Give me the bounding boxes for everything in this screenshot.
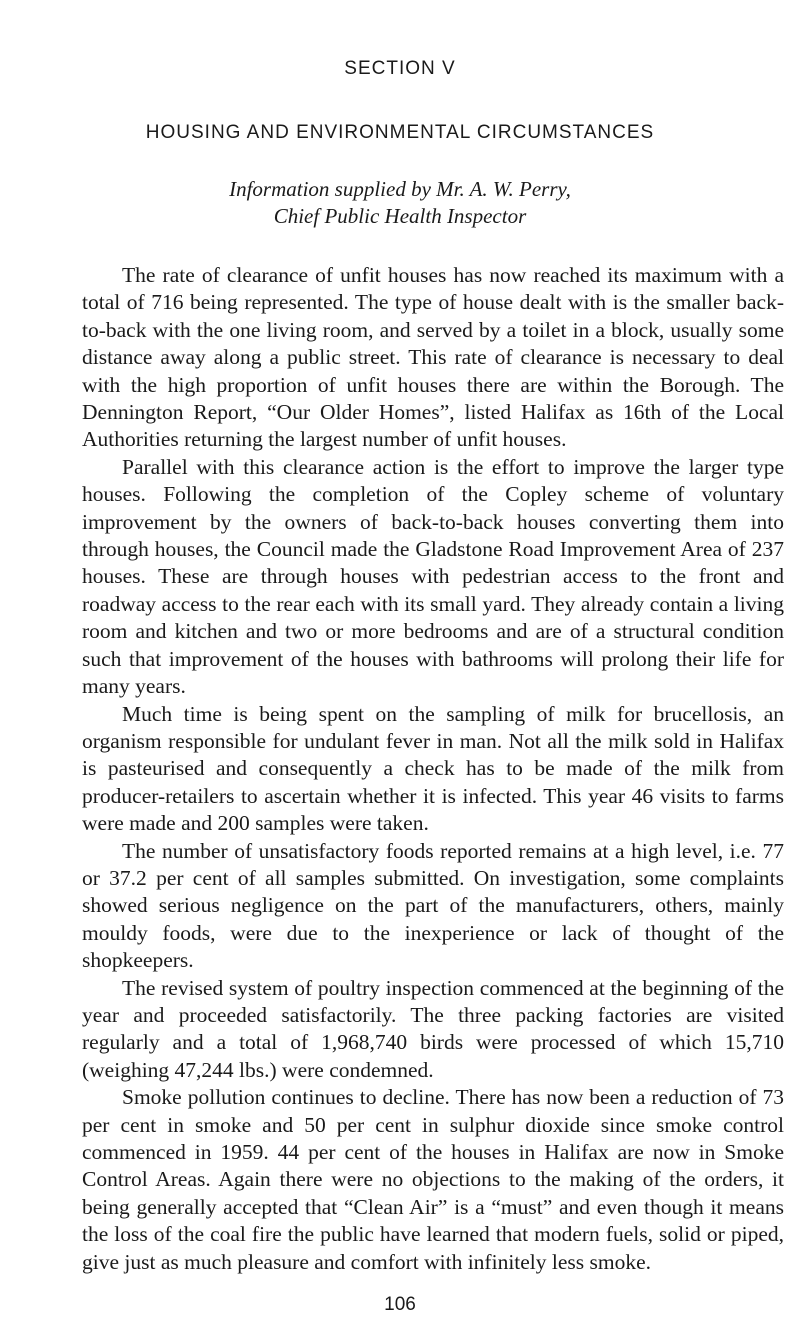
paragraph-smoke-pollution: Smoke pollution continues to decline. There has now been a reduction of 73 per cent in smoke and 50 per cent in sulphur dioxide since smoke control commenced in 1959. 44 per cent of the houses in Halifax are now in Smoke Control Areas. Again there were no objections to the making of the orders, it being generally accepted that “Clean Air” is a “must” and even though it means the loss of the coal fire the public have learned that modern fuels, solid or piped, give just as much pleasure and comfort with infinitely less smoke. [82,1085,784,1274]
paragraph-improvement: Parallel with this clearance action is the effort to improve the larger type houses. Following the completion of the Copley scheme of voluntary improvement by the owners of back-to-back houses converting them into through houses, the Council made the Gladstone Road Improvement Area of 237 houses. These are through houses with pedestrian access to the front and roadway access to the rear each with its small yard. They already contain a living room and kitchen and two or more bedrooms and are of a structural condition such that improvement of the houses with bathrooms will prolong their life for many years. [82,454,784,699]
byline-role: Chief Public Health Inspector [273,204,527,228]
byline [0,176,800,230]
section-label: SECTION V [344,58,456,79]
paragraph-milk-sampling: Much time is being spent on the sampling of milk for brucellosis, an organism responsible for undulant fever in man. Not all the milk sold in Halifax is pasteurised and consequently a check has to be made of the milk from producer-retailers to ascertain whether it is infected. This year 46 visits to farms were made and 200 samples were taken. [82,701,784,836]
byline-source: Information supplied by Mr. A. W. Perry, [229,177,571,201]
page-title: HOUSING AND ENVIRONMENTAL CIRCUMSTANCES [145,122,655,143]
page-number: 106 [384,1294,416,1315]
body-text [82,262,784,1276]
paragraph-poultry-inspection: The revised system of poultry inspection commenced at the beginning of the year and proceeded satisfactorily. The three packing factories are visited regularly and a total of 1,968,740 birds were processed of which 15,710 (weighing 47,244 lbs.) were condemned. [82,975,784,1082]
paragraph-unsatisfactory-foods: The number of unsatisfactory foods reported remains at a high level, i.e. 77 or 37.2 per cent of all samples submitted. On investigation, some complaints showed serious negligence on the part of the manufacturers, others, mainly mouldy foods, were due to the inexperience or lack of thought of the shopkeepers. [82,838,784,973]
paragraph-clearance: The rate of clearance of unfit houses has now reached its maximum with a total of 716 being represented. The type of house dealt with is the smaller back-to-back with the one living room, and served by a toilet in a block, usually some distance away along a public street. This rate of clearance is necessary to deal with the high proportion of unfit houses there are within the Borough. The Dennington Report, “Our Older Homes”, listed Halifax as 16th of the Local Authorities returning the largest number of unfit houses. [82,263,784,452]
